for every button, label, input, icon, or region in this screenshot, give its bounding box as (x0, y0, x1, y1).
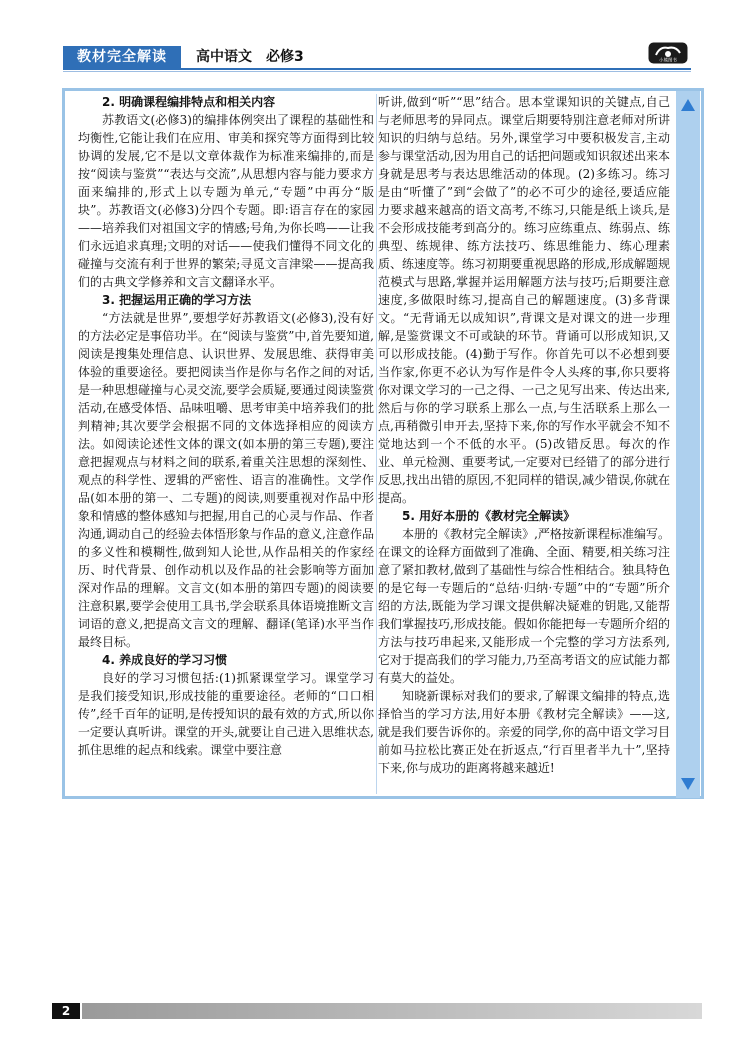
logo-text: 小熊图书 (659, 58, 677, 64)
header-rule (63, 68, 691, 70)
scroll-down-button[interactable] (676, 772, 700, 796)
heading-section-2: 2. 明确课程编排特点和相关内容 (102, 95, 276, 109)
header-rule-thin (63, 71, 691, 72)
heading-section-4: 4. 养成良好的学习习惯 (102, 653, 228, 667)
column-divider (376, 94, 377, 794)
paragraph-section-3: “方法就是世界”,要想学好苏教语文(必修3),没有好的方法必定是事倍功半。在“阅读与鉴赏”中,首先要知道,阅读是搜集处理信息、认识世界、发展思维、获得审美体验的重要途径。要把阅读当作是你与名作之间的对话,是一种思想碰撞与心灵交流,要学会质疑,要通过阅读鉴赏活动,在感受体悟、品味咀嚼、思考审美中培养我们的批判精神;其次要学会根据不同的文体选择相应的阅读方法。如阅读论述性文体的课文(如本册的第三专题),要注意把握观点与材料之间的联系,着重关注思想的深刻性、观点的科学性、逻辑的严密性、语言的准确性。文学作品(如本册的第一、二专题)的阅读,则要重视对作品中形象和情感的整体感知与把握,用自己的心灵与作品、作者沟通,调动自己的经验去体悟形象与作品的意义,注意作品的多义性和模糊性,做到知人论世,从作品相关的作家经历、时代背景、创作动机以及作品的社会影响等方面加深对作品的理解。文言文(如本册的第四专题)的阅读要注意积累,要学会使用工具书,学会联系具体语境推断文言词语的意义,把提高文言文的理解、翻译(笔译)水平当作最终目标。 (78, 311, 374, 649)
footer-bar (82, 1003, 702, 1019)
paragraph-section-2: 苏教语文(必修3)的编排体例突出了课程的基础性和均衡性,它能让我们在应用、审美和探究等方面得到比较协调的发展,它不是以文章体裁作为标准来编排的,而是按“阅读与鉴赏”“表达与交流”,从思想内容与能力要求方面来编排的,形式上以专题为单元,“专题”中再分“版块”。苏教语文(必修3)分四个专题。即:语言存在的家园——培养我们对祖国文字的情感;号角,为你长鸣——让我们永远追求真理;文明的对话——使我们懂得不同文化的碰撞与交流有利于世界的繁荣;寻觅文言津梁——提高我们的古典文学修养和文言文翻译水平。 (78, 113, 374, 289)
scrollbar[interactable] (676, 91, 700, 798)
paragraph-section-4: 良好的学习习惯包括:(1)抓紧课堂学习。课堂学习是我们接受知识,形成技能的重要途径。老师的“口口相传”,经千百年的证明,是传授知识的最有效的方式,所以你一定要认真听讲。课堂的开头,就要让自己进入思维状态,抓住思维的起点和线索。课堂中要注意 (78, 671, 374, 757)
page-number: 2 (52, 1003, 80, 1019)
page-header (0, 40, 750, 70)
right-column (378, 93, 670, 793)
volume-label: 必修3 (266, 49, 304, 65)
left-column (78, 93, 374, 793)
triangle-up-icon (680, 98, 696, 112)
subject-volume (196, 46, 318, 68)
book-title: 教材完全解读 (63, 46, 181, 68)
paragraph-section-5: 本册的《教材完全解读》,严格按新课程标准编写。在课文的诠释方面做到了准确、全面、精要,相关练习注意了紧扣教材,做到了基础性与综合性相结合。独具特色的是它每一专题后的“总结·归纳·专题”中的“专题”所介绍的方法,既能为学习课文提供解决疑难的钥匙,又能帮我们掌握技巧,形成技能。假如你能把每一专题所介绍的方法与技巧串起来,又能形成一个完整的学习方法系列,它对于提高我们的学习能力,乃至高考语文的应试能力都有莫大的益处。 (378, 527, 670, 685)
scroll-up-button[interactable] (676, 93, 700, 117)
paragraph-section-4-continued: 听讲,做到“听”“思”结合。思本堂课知识的关键点,自己与老师思考的异同点。课堂后期要特别注意老师对所讲知识的归纳与总结。另外,课堂学习中要积极发言,主动参与课堂活动,因为用自己的话把问题或知识叙述出来本身就是思考与表达思维活动的体现。(2)多练习。练习是由“听懂了”到“会做了”的必不可少的途径,要适应能力要求越来越高的语文高考,不练习,只能是纸上谈兵,是不会形成技能考到高分的。练习应练重点、练弱点、练典型、练规律、练方法技巧、练思维能力、练心理素质、练速度等。练习初期要重视思路的形成,形成解题规范模式与思路,掌握并运用解题方法与技巧;后期要注意速度,多做限时练习,提高自己的解题速度。(3)多背课文。“无背诵无以成知识”,背课文是对课文的进一步理解,是鉴赏课文不可或缺的环节。背诵可以形成知识,又可以形成技能。(4)勤于写作。你首先可以不必想到要当作家,你更不必认为写作是件令人头疼的事,你只要将你对课文学习的一己之得、一己之见写出来、传达出来,然后与你的学习联系上那么一点,与生活联系上那么一点,再稍微引申开去,坚持下来,你的写作水平就会不知不觉地达到一个不低的水平。(5)改错反思。每次的作业、单元检测、重要考试,一定要对已经错了的部分进行反思,找出出错的原因,不犯同样的错误,减少错误,你就在提高。 (378, 95, 670, 505)
heading-section-3: 3. 把握运用正确的学习方法 (102, 293, 252, 307)
publisher-logo-icon (648, 42, 688, 64)
subject-label: 高中语文 (196, 49, 252, 65)
paragraph-conclusion: 知晓新课标对我们的要求,了解课文编排的特点,选择恰当的学习方法,用好本册《教材完全解读》——这,就是我们要告诉你的。亲爱的同学,你的高中语文学习目前如马拉松比赛正处在折返点,“行百里者半九十”,坚持下来,你与成功的距离将越来越近! (378, 689, 670, 775)
heading-section-5: 5. 用好本册的《教材完全解读》 (402, 509, 576, 523)
triangle-down-icon (680, 777, 696, 791)
